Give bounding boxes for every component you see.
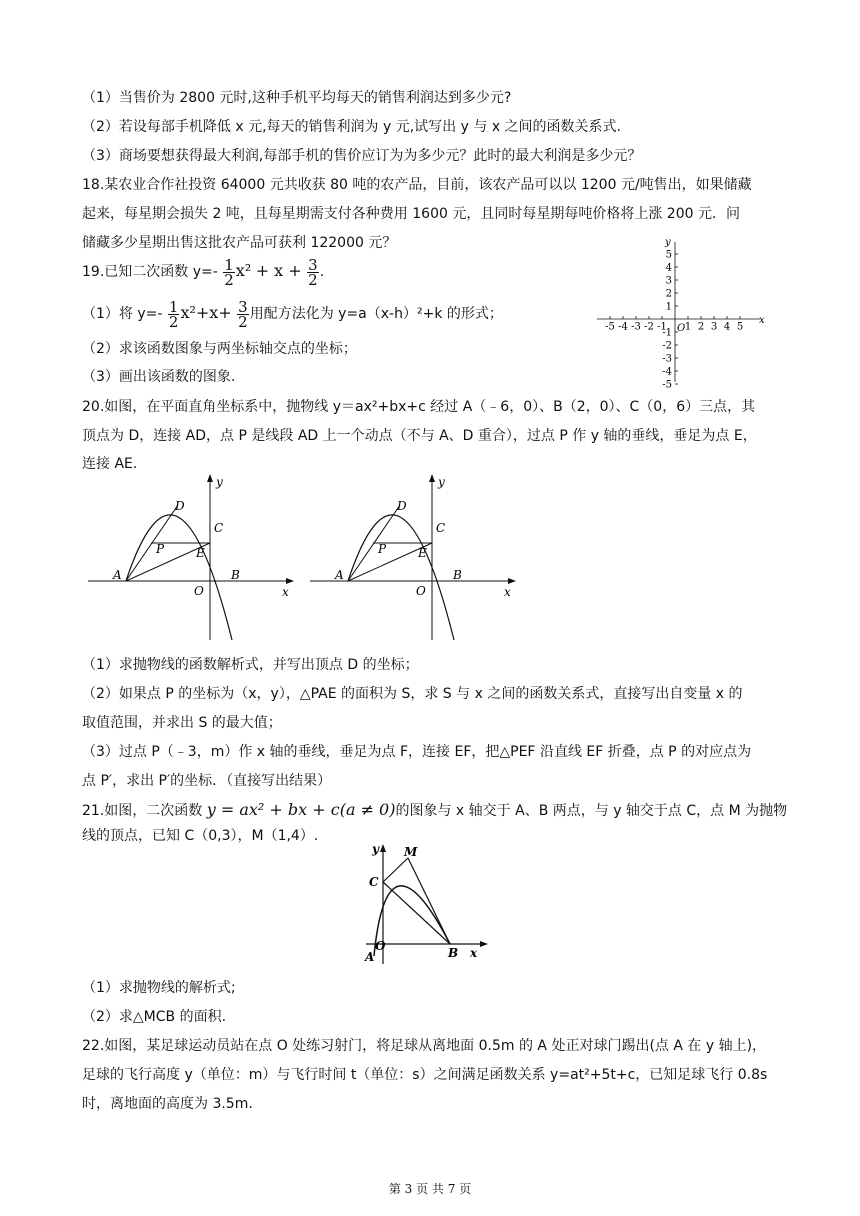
x-axis-label: x (759, 315, 765, 326)
label-C: C (436, 521, 446, 535)
x-tick-label: -2 (644, 321, 654, 333)
q18-line3: 储藏多少星期出售这批农产品可获利 122000 元？ (82, 235, 397, 251)
fraction-three-halves: $\frac{3}{2}$ (238, 297, 248, 331)
x-squared: x² (235, 261, 252, 280)
y-tick-label: 4 (665, 262, 672, 274)
q19-part1-suffix: 用配方法化为 y=a（x-h）²+k 的形式； (249, 306, 503, 322)
q19-intro (82, 254, 324, 289)
q22-line2: 足球的飞行高度 y（单位：m）与飞行时间 t（单位：s）之间满足函数关系 y=at²+5t+c，已知足球飞行 0.8s (82, 1067, 768, 1083)
q21-line2: 线的顶点，已知 C（0,3），M（1,4）. (82, 828, 319, 844)
q21-parabola-figure (362, 840, 492, 966)
quadratic-formula: y = ax² + bx + c(a ≠ 0) (206, 800, 396, 819)
q21-line1-prefix: 21.如图，二次函数 (82, 803, 203, 819)
period: . (319, 264, 325, 280)
x-tick-label: -5 (605, 321, 615, 333)
label-O: O (416, 584, 426, 598)
label-C: C (214, 521, 224, 535)
parabola-figure-left (86, 470, 296, 642)
q19-part2: （2）求该函数图象与两坐标轴交点的坐标； (82, 341, 357, 357)
label-B: B (448, 946, 459, 960)
q19-part1-mid: x²+x+ (180, 303, 232, 322)
label-y: y (438, 475, 445, 489)
q17-part2: （2）若设每部手机降低 x 元,每天的销售利润为 y 元,试写出 y 与 x 之间的函数关系式. (82, 119, 621, 135)
label-B: B (453, 568, 462, 582)
label-M: M (404, 845, 418, 859)
label-A: A (365, 950, 375, 964)
label-E: E (196, 546, 205, 560)
coordinate-axes-figure (592, 236, 767, 391)
label-x: x (504, 585, 511, 599)
q19-part3: （3）画出该函数的图象. (82, 369, 236, 385)
label-y: y (216, 475, 223, 489)
y-tick-label: -2 (662, 340, 672, 352)
y-tick-label: 1 (665, 301, 672, 313)
label-P: P (378, 542, 387, 556)
label-P: P (156, 542, 165, 556)
q19-part1-prefix: （1）将 y=- (82, 306, 163, 322)
label-D: D (397, 499, 407, 513)
q19-intro-text: 19.已知二次函数 y=- (82, 264, 218, 280)
label-x: x (282, 585, 289, 599)
x-tick-label: 1 (684, 321, 692, 333)
q22-line3: 时，离地面的高度为 3.5m. (82, 1096, 253, 1112)
q20-part3-line2: 点 P′，求出 P′的坐标．（直接写出结果） (82, 773, 332, 789)
label-O: O (194, 584, 204, 598)
q20-line3: 连接 AE. (82, 456, 138, 472)
q21-line1-suffix: 的图象与 x 轴交于 A、B 两点，与 y 轴交于点 C，点 M 为抛物 (395, 803, 788, 819)
y-tick-label: -4 (662, 366, 672, 378)
label-x: x (470, 946, 478, 960)
label-A: A (113, 568, 122, 582)
y-tick-label: 2 (665, 288, 672, 300)
label-A: A (335, 568, 344, 582)
x-tick-label: 2 (697, 321, 705, 333)
q20-part1: （1）求抛物线的函数解析式，并写出顶点 D 的坐标； (82, 657, 419, 673)
fraction-one-half: $\frac{1}{2}$ (224, 255, 234, 289)
q22-line1: 22.如图，某足球运动员站在点 O 处练习射门，将足球从离地面 0.5m 的 A 处正对球门踢出(点 A 在 y 轴上)， (82, 1038, 767, 1054)
plus-x-plus: + x + (255, 261, 302, 280)
y-tick-label: -1 (662, 327, 672, 339)
q21-part1: （1）求抛物线的解析式; (82, 980, 236, 996)
q21-line1 (82, 797, 787, 824)
fraction-three-halves: $\frac{3}{2}$ (308, 255, 318, 289)
q17-part3: （3）商场要想获得最大利润,每部手机的售价应订为为多少元？此时的最大利润是多少元？ (82, 148, 642, 164)
q19-part1 (82, 296, 503, 331)
label-y: y (372, 842, 379, 856)
x-tick-label: -4 (618, 321, 628, 333)
parabola-figure-right (308, 470, 518, 642)
x-tick-label: 3 (710, 321, 718, 333)
label-O: O (375, 939, 386, 953)
x-tick-label: 4 (723, 321, 731, 333)
q20-line1: 20.如图，在平面直角坐标系中，抛物线 y＝ax²+bx+c 经过 A（﹣6，0）、B（2，0）、C（0，6）三点，其 (82, 399, 756, 415)
fraction-one-half: $\frac{1}{2}$ (168, 297, 179, 331)
x-tick-label: -3 (631, 321, 641, 333)
y-tick-label: 3 (665, 275, 672, 287)
q20-part3-line1: （3）过点 P（﹣3，m）作 x 轴的垂线，垂足为点 F，连接 EF，把△PEF 沿直线 EF 折叠，点 P 的对应点为 (82, 744, 752, 760)
q20-part2-line2: 取值范围，并求出 S 的最大值； (82, 715, 282, 731)
y-tick-label: -5 (662, 379, 672, 391)
q18-line2: 起来，每星期会损失 2 吨，且每星期需支付各种费用 1600 元，且同时每星期每吨价格将上涨 200 元．问 (82, 206, 740, 222)
label-C: C (369, 875, 379, 889)
q21-part2: （2）求△MCB 的面积. (82, 1009, 227, 1025)
y-tick-label: 5 (665, 249, 672, 261)
x-tick-label: -1 (657, 321, 667, 333)
label-D: D (175, 499, 185, 513)
label-E: E (418, 546, 427, 560)
y-tick-label: -3 (662, 353, 672, 365)
q20-line2: 顶点为 D，连接 AD，点 P 是线段 AD 上一个动点（不与 A、D 重合），过点 P 作 y 轴的垂线，垂足为点 E， (82, 428, 757, 444)
q20-part2-line1: （2）如果点 P 的坐标为（x，y），△PAE 的面积为 S，求 S 与 x 之间的函数关系式，直接写出自变量 x 的 (82, 686, 743, 702)
x-tick-label: 5 (736, 321, 744, 333)
origin-label: O (677, 323, 686, 334)
label-B: B (231, 568, 240, 582)
y-axis-label: y (665, 237, 671, 248)
page-footer: 第 3 页 共 7 页 (388, 1182, 472, 1196)
q17-part1: （1）当售价为 2800 元时,这种手机平均每天的销售利润达到多少元? (82, 90, 512, 106)
q18-line1: 18.某农业合作社投资 64000 元共收获 80 吨的农产品，目前，该农产品可以以 1200 元/吨售出，如果储藏 (82, 177, 752, 193)
